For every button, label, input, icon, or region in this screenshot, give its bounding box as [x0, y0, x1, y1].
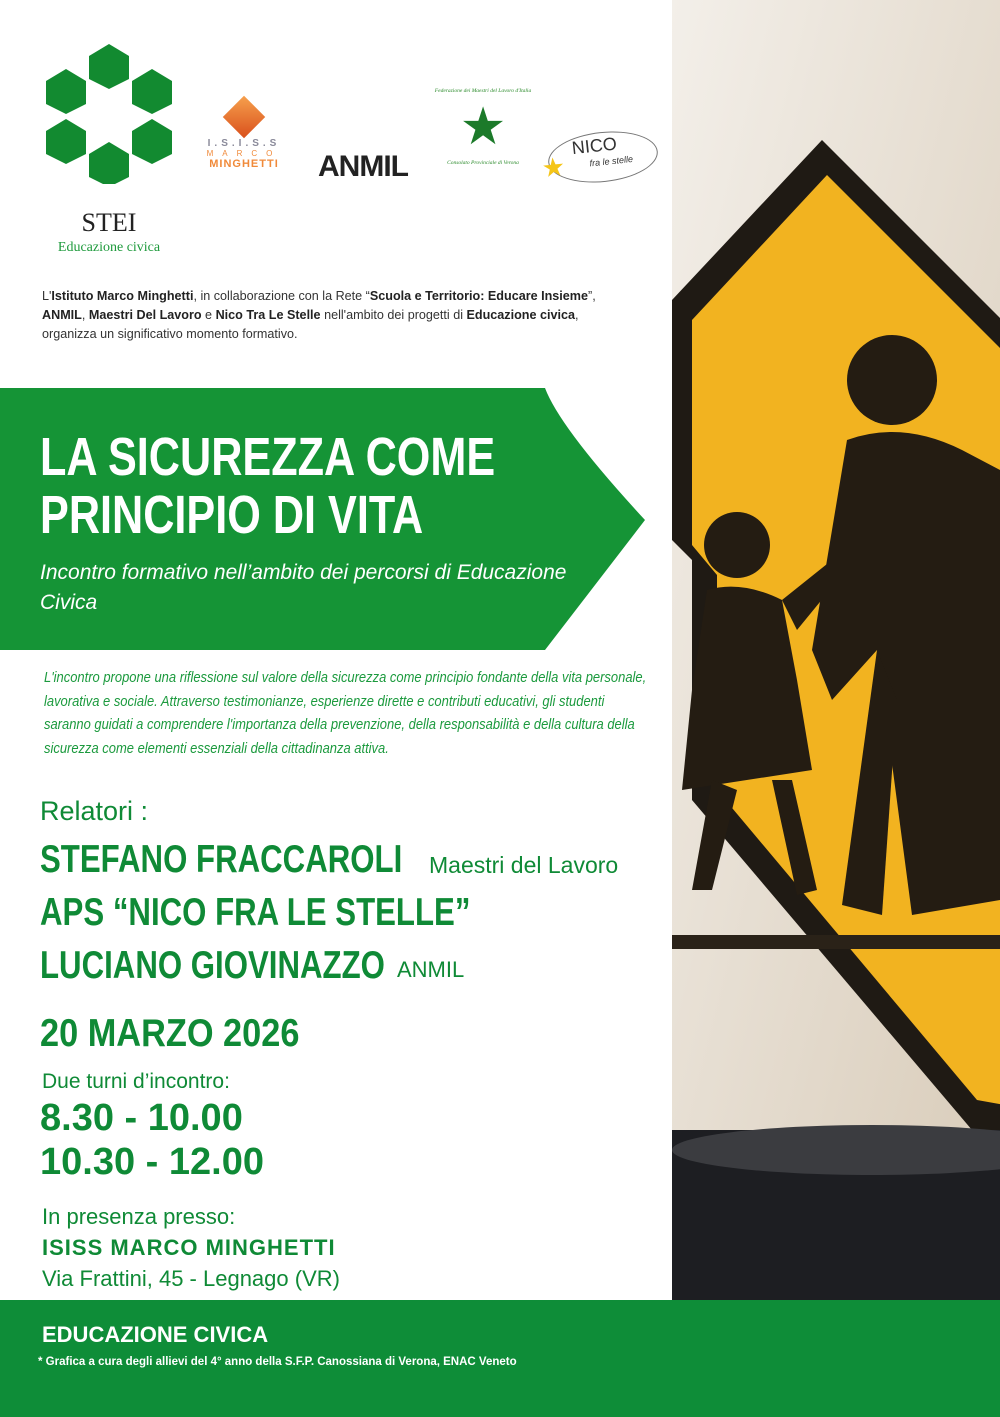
- session-time: 10.30 - 12.00: [40, 1141, 264, 1183]
- minghetti-diamond-icon: [223, 96, 265, 138]
- venue-address: Via Frattini, 45 - Legnago (VR): [42, 1266, 340, 1291]
- footer: [0, 1300, 1000, 1417]
- sessions-list: [40, 1096, 264, 1184]
- nico-logo: [540, 126, 661, 187]
- minghetti-line1: I.S.I.S.S: [207, 138, 281, 149]
- title-line-2: PRINCIPIO DI VITA: [40, 485, 424, 545]
- minghetti-line3: MINGHETTI: [209, 158, 279, 170]
- maestri-bottom-text: Consolato Provinciale di Verona: [447, 160, 519, 166]
- star-icon: ★: [540, 151, 567, 184]
- school-crossing-sign-photo: [672, 0, 1000, 1300]
- speaker-org: Maestri del Lavoro: [429, 852, 619, 878]
- nico-name: NICO: [570, 133, 618, 159]
- maestri-top-text: Federazione dei Maestri del Lavoro d'Italia: [434, 88, 532, 94]
- stei-name: STEI: [81, 208, 137, 237]
- speaker-row: [40, 838, 493, 882]
- maestri-star-icon: ★: [459, 98, 507, 156]
- footer-credit: * Grafica a cura degli allievi del 4° anno della S.F.P. Canossiana di Verona, ENAC Veneto: [38, 1356, 517, 1368]
- venue-label: In presenza presso:: [42, 1204, 236, 1229]
- stei-text: [44, 208, 174, 256]
- title-line-1: LA SICUREZZA COME: [40, 427, 496, 487]
- minghetti-logo: [196, 102, 292, 170]
- intro-paragraph: L'Istituto Marco Minghetti, in collaborazione con la Rete “Scuola e Territorio: Educare Insieme”, ANMIL, Maestri Del Lavoro e Nico Tra Le Stelle nell'ambito dei progetti di Educazione civica, organizza un significativo momento formativo.: [42, 289, 596, 341]
- speaker-name: APS “NICO FRA LE STELLE”: [40, 891, 471, 934]
- nico-tag: fra le stelle: [589, 153, 634, 169]
- speakers-label: Relatori :: [40, 796, 149, 826]
- speaker-org: ANMIL: [397, 957, 465, 982]
- venue: [42, 1201, 340, 1294]
- event-date: 20 MARZO 2026: [40, 1012, 300, 1055]
- event-description: L'incontro propone una riflessione sul valore della sicurezza come principio fondante della vita personale, lavorativa e sociale. Attraverso testimonianze, esperienze dirette e contributi educativi, gli studenti saranno guidati a comprendere l'importanza della prevenzione, della responsabilità e della cultura della sicurezza come elementi essenziali della cittadinanza attiva.: [44, 670, 647, 757]
- maestri-del-lavoro-logo: [428, 88, 538, 166]
- event-subtitle: Incontro formativo nell’ambito dei percorsi di Educazione Civica: [40, 561, 567, 614]
- venue-name: ISISS MARCO MINGHETTI: [42, 1235, 336, 1260]
- crossing-sign-image: [672, 0, 1000, 1300]
- session-time: 8.30 - 10.00: [40, 1097, 243, 1139]
- minghetti-line2: MARCO: [206, 149, 282, 158]
- speaker-name: STEFANO FRACCAROLI: [40, 838, 403, 881]
- anmil-logo: ANMIL: [318, 150, 408, 183]
- stei-logo: [44, 44, 174, 184]
- speaker-row: [40, 891, 578, 935]
- speaker-name: LUCIANO GIOVINAZZO: [40, 944, 385, 987]
- stei-hexagon-icon: [44, 44, 174, 184]
- stei-subtitle: Educazione civica: [57, 240, 161, 255]
- sessions-label: Due turni d’incontro:: [42, 1070, 230, 1093]
- footer-title: EDUCAZIONE CIVICA: [42, 1322, 269, 1347]
- event-title: [40, 428, 609, 544]
